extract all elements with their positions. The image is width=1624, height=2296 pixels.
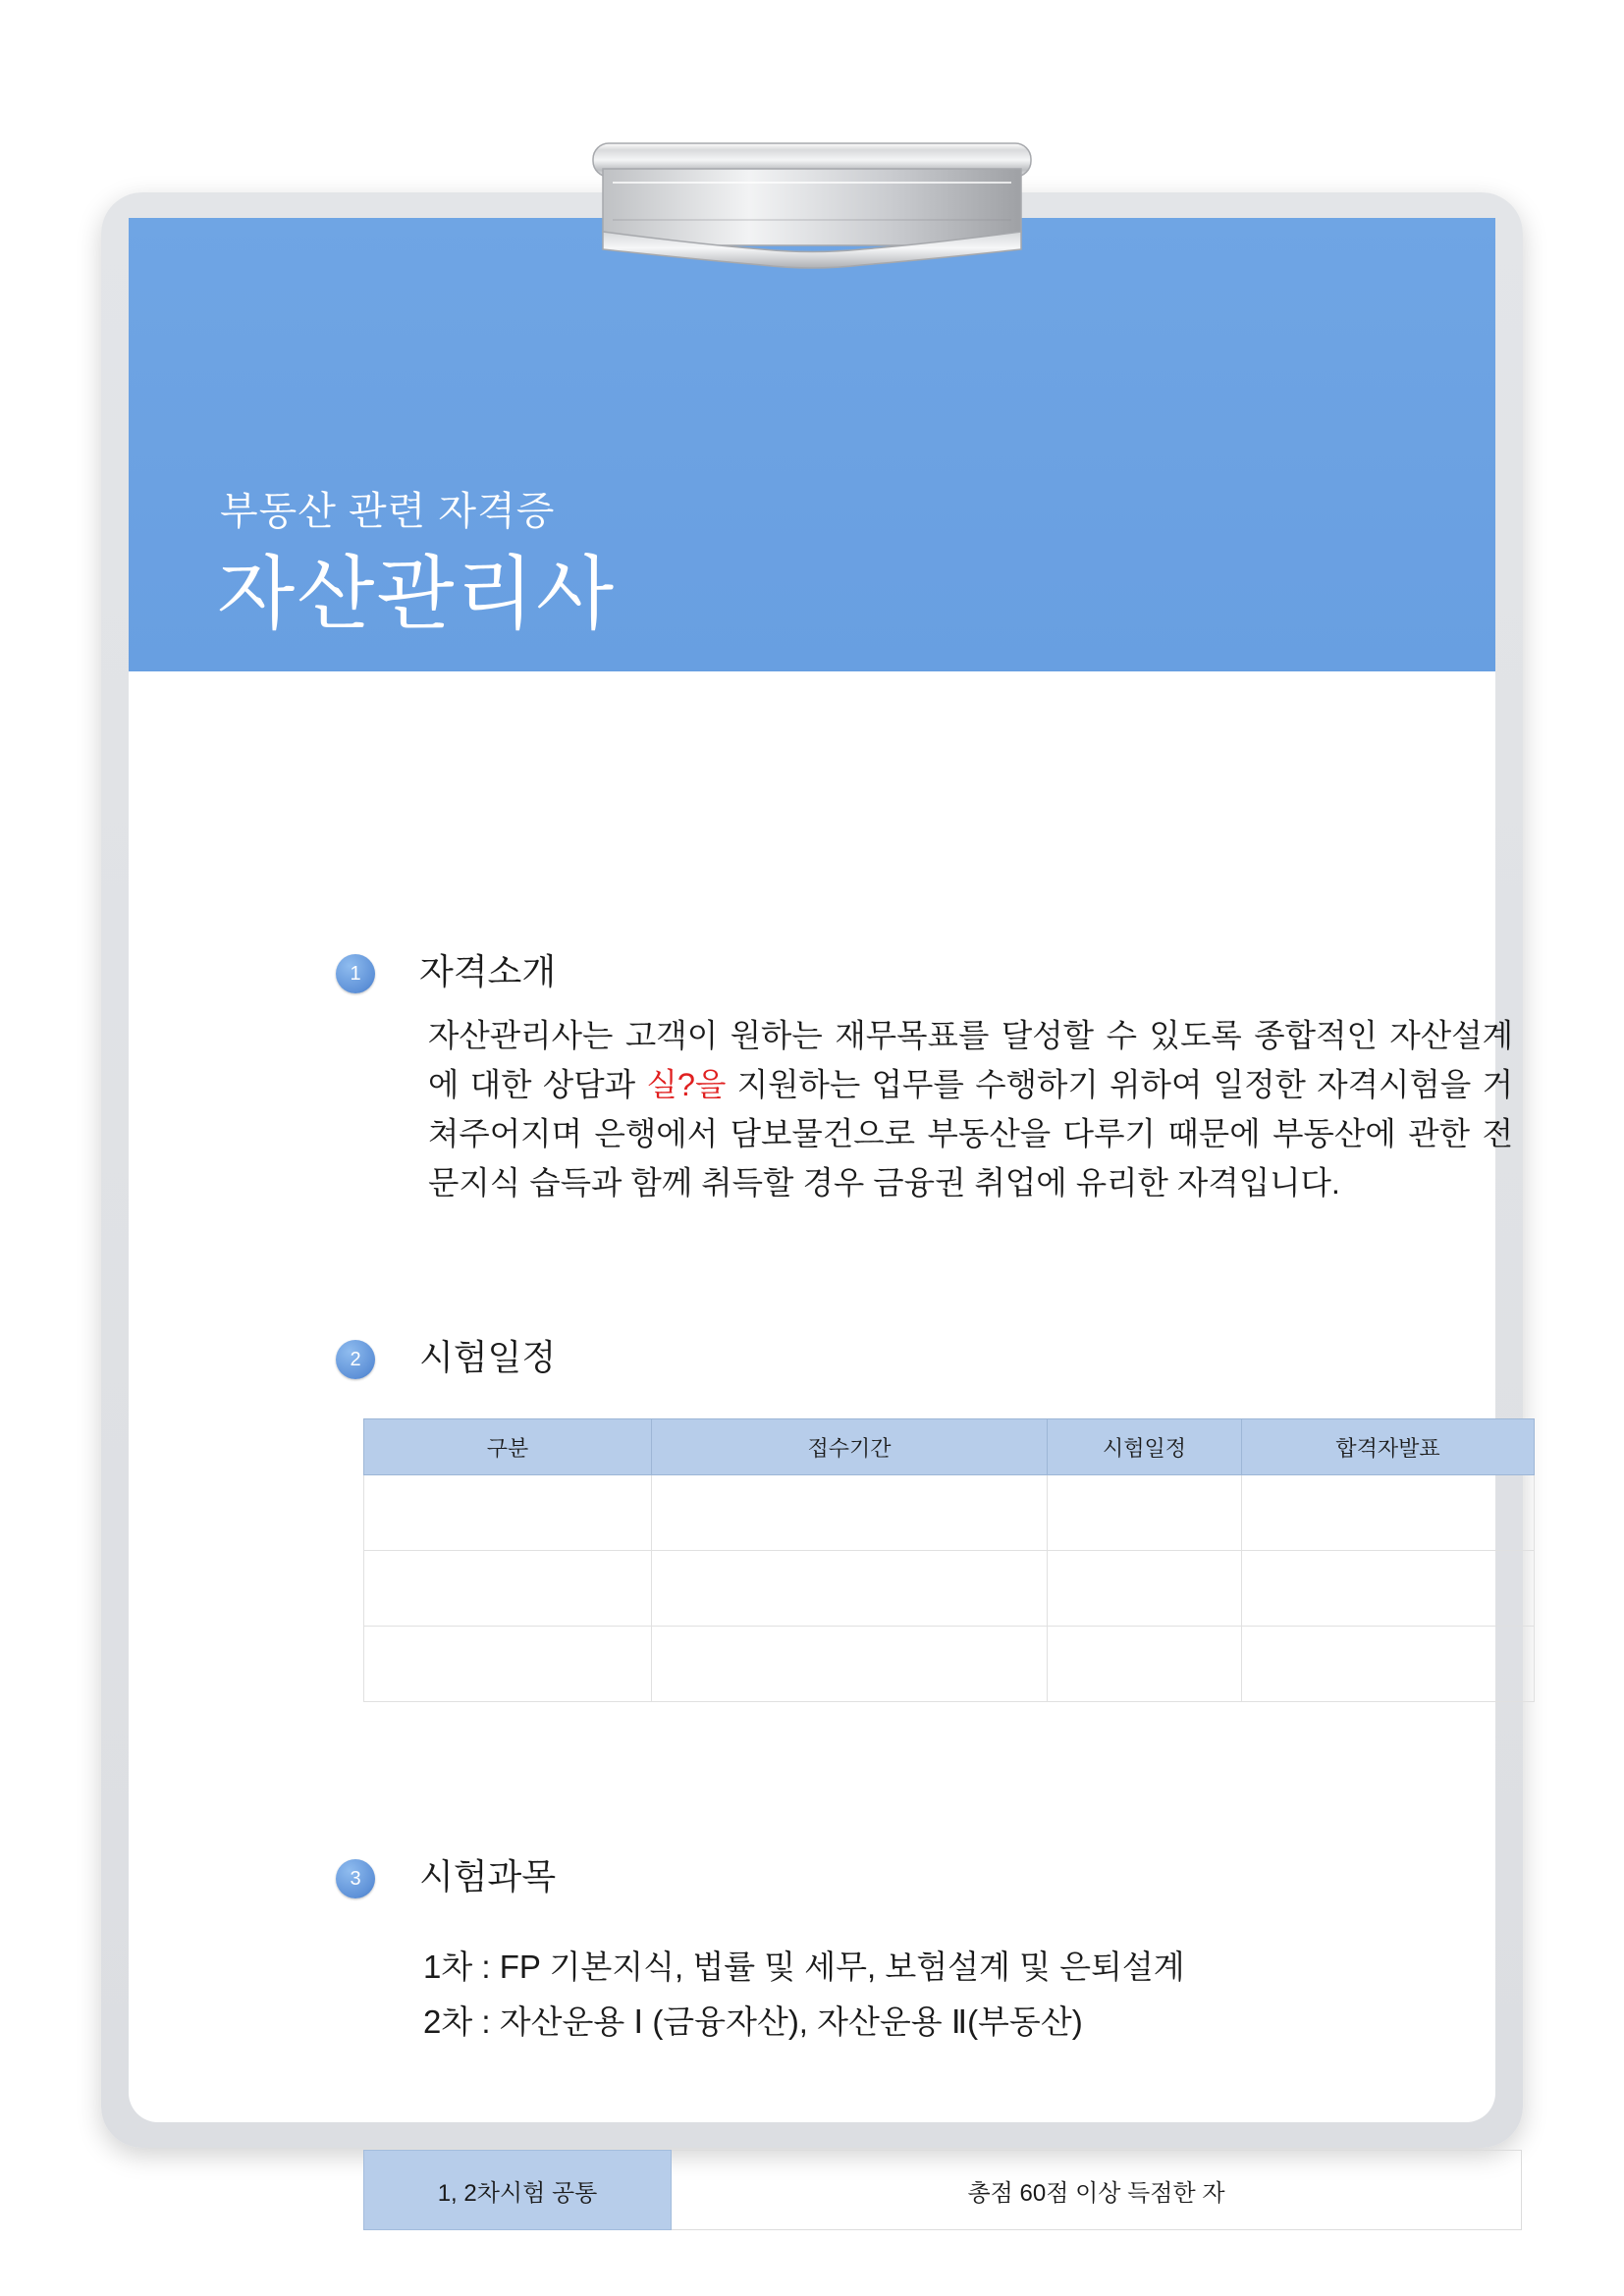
intro-text-before: 자산관리사는 고객이 원하는 재무목표를 달성할 수 있도록 종합적인 자산설계에 대한 상담과 xyxy=(428,1018,1513,1102)
subject-line-1: 1차 : FP 기본지식, 법률 및 세무, 보험설계 및 은퇴설계 xyxy=(423,1949,1185,1985)
schedule-cell xyxy=(1048,1627,1242,1702)
pass-criteria-value: 총점 60점 이상 득점한 자 xyxy=(672,2151,1522,2230)
schedule-table xyxy=(363,1418,1535,1702)
subjects-list xyxy=(423,1940,1185,2050)
schedule-table-header-row xyxy=(364,1419,1535,1475)
schedule-cell xyxy=(364,1475,652,1551)
schedule-cell xyxy=(652,1627,1048,1702)
schedule-cell xyxy=(1242,1475,1535,1551)
pass-criteria-table xyxy=(363,2150,1522,2230)
schedule-col-application-period: 접수기간 xyxy=(652,1419,1048,1475)
schedule-cell xyxy=(1048,1475,1242,1551)
section-badge-3: 3 xyxy=(336,1859,375,1898)
page-title: 자산관리사 xyxy=(217,550,617,639)
schedule-cell xyxy=(652,1475,1048,1551)
schedule-col-result-announce: 합격자발표 xyxy=(1242,1419,1535,1475)
clipboard-clip xyxy=(585,135,1039,293)
table-row xyxy=(364,1627,1535,1702)
clipboard-board xyxy=(101,192,1523,2207)
schedule-cell xyxy=(364,1551,652,1627)
schedule-cell xyxy=(1048,1551,1242,1627)
schedule-cell xyxy=(652,1551,1048,1627)
schedule-col-division: 구분 xyxy=(364,1419,652,1475)
section-title-intro: 자격소개 xyxy=(419,951,557,991)
table-row xyxy=(364,1551,1535,1627)
schedule-cell xyxy=(1242,1551,1535,1627)
table-row xyxy=(364,2151,1522,2230)
schedule-cell xyxy=(364,1627,652,1702)
section-badge-2: 2 xyxy=(336,1340,375,1379)
intro-text-after: 지원하는 업무를 수행하기 위하여 일정한 자격시험을 거쳐주어지며 은행에서 담보물건으로 부동산을 다루기 때문에 부동산에 관한 전문지식 습득과 함께 취득할 경우 금융권 취업에 유리한 자격입니다. xyxy=(428,1067,1513,1201)
clip-icon xyxy=(585,135,1039,293)
subject-line-2: 2차 : 자산운용 Ⅰ (금융자산), 자산운용 Ⅱ(부동산) xyxy=(423,2003,1083,2040)
schedule-cell xyxy=(1242,1627,1535,1702)
document-paper xyxy=(129,218,1513,2207)
intro-paragraph xyxy=(428,1011,1513,1207)
pass-criteria-label: 1, 2차시험 공통 xyxy=(364,2151,672,2230)
section-title-schedule: 시험일정 xyxy=(419,1337,557,1377)
schedule-col-exam-date: 시험일정 xyxy=(1048,1419,1242,1475)
intro-text-highlight: 실?을 xyxy=(646,1067,727,1102)
section-title-subjects: 시험과목 xyxy=(419,1856,557,1896)
section-badge-1: 1 xyxy=(336,954,375,993)
header-subtitle: 부동산 관련 자격증 xyxy=(220,490,556,533)
table-row xyxy=(364,1475,1535,1551)
